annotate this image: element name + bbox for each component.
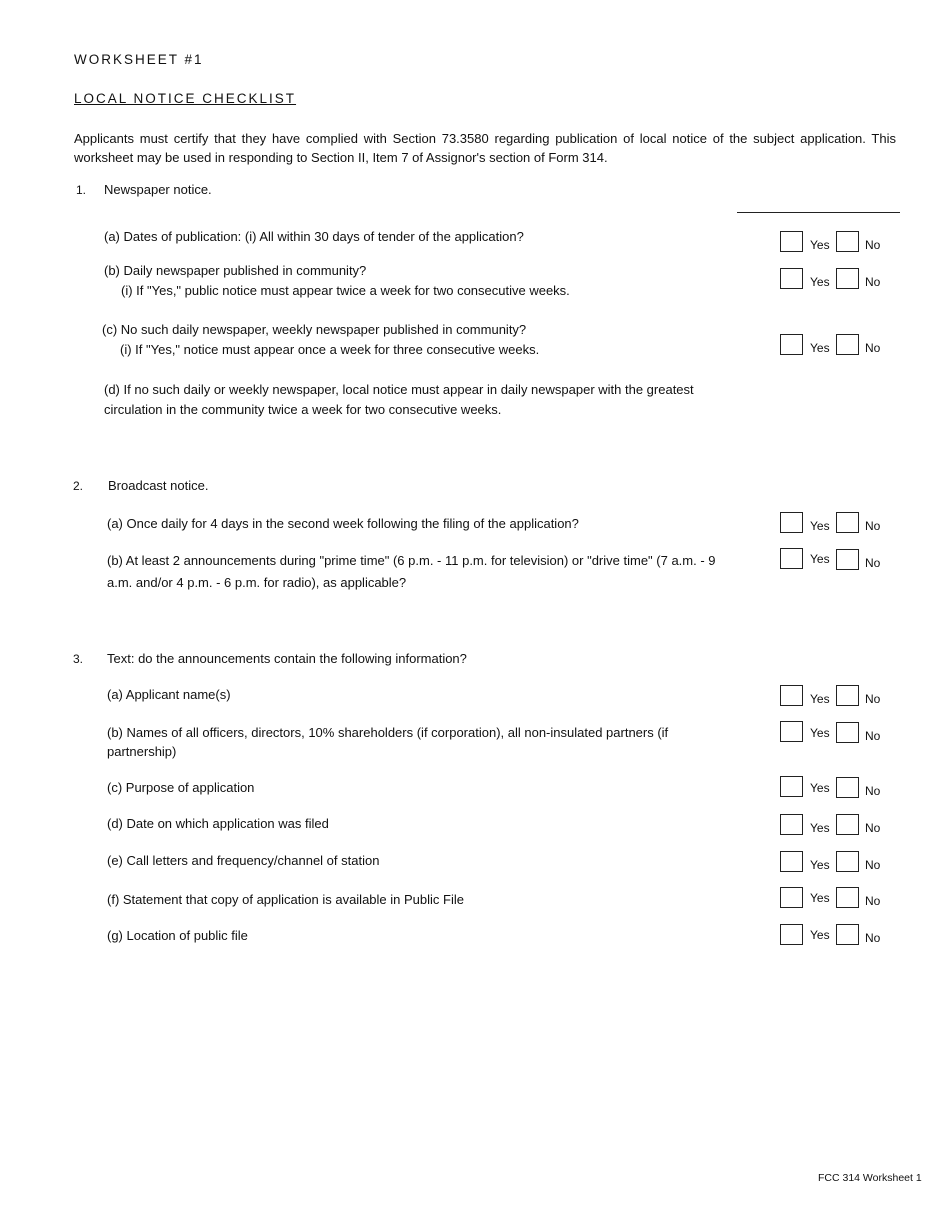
section-2a-question: (a) Once daily for 4 days in the second week following the filing of the application? bbox=[107, 516, 579, 531]
section-1d-line1: (d) If no such daily or weekly newspaper, local notice must appear in daily newspaper with the greatest bbox=[104, 382, 694, 397]
q1b-yes-checkbox[interactable] bbox=[780, 268, 803, 289]
q3b-yes-checkbox[interactable] bbox=[780, 721, 803, 742]
q1a-yes-label: Yes bbox=[810, 238, 830, 252]
q1c-no-checkbox[interactable] bbox=[836, 334, 859, 355]
q2b-no-label: No bbox=[865, 556, 881, 570]
q2a-no-checkbox[interactable] bbox=[836, 512, 859, 533]
section-3g-item: (g) Location of public file bbox=[107, 928, 248, 943]
intro-paragraph: Applicants must certify that they have complied with Section 73.3580 regarding publication of local notice of the subject application. This worksheet may be used in responding to Section II, Item 7 of Assignor's section of Form 314. bbox=[74, 131, 896, 165]
section-1b-question: (b) Daily newspaper published in community? bbox=[104, 263, 367, 278]
q1c-yes-checkbox[interactable] bbox=[780, 334, 803, 355]
checklist-title: LOCAL NOTICE CHECKLIST bbox=[74, 91, 297, 106]
section-1-number: 1. bbox=[76, 183, 87, 197]
section-3e-item: (e) Call letters and frequency/channel of station bbox=[107, 853, 380, 868]
q2a-no-label: No bbox=[865, 519, 881, 533]
q2b-yes-label: Yes bbox=[810, 552, 830, 566]
section-2b-line2: a.m. and/or 4 p.m. - 6 p.m. for radio), as applicable? bbox=[107, 575, 407, 590]
q3e-yes-label: Yes bbox=[810, 858, 830, 872]
q3b-no-label: No bbox=[865, 729, 881, 743]
q3b-yes-label: Yes bbox=[810, 726, 830, 740]
section-2-number: 2. bbox=[73, 479, 84, 493]
section-3b-line1: (b) Names of all officers, directors, 10% shareholders (if corporation), all non-insulated partners (if bbox=[107, 725, 669, 740]
q1a-yes-checkbox[interactable] bbox=[780, 231, 803, 252]
q3d-yes-label: Yes bbox=[810, 821, 830, 835]
q3e-yes-checkbox[interactable] bbox=[780, 851, 803, 872]
section-1b-note: (i) If "Yes," public notice must appear twice a week for two consecutive weeks. bbox=[121, 283, 570, 298]
q3c-yes-checkbox[interactable] bbox=[780, 776, 803, 797]
q3d-no-label: No bbox=[865, 821, 881, 835]
section-3a-item: (a) Applicant name(s) bbox=[107, 687, 231, 702]
q3f-no-checkbox[interactable] bbox=[836, 887, 859, 908]
q3d-no-checkbox[interactable] bbox=[836, 814, 859, 835]
worksheet-title: WORKSHEET #1 bbox=[74, 52, 204, 67]
q3c-no-label: No bbox=[865, 784, 881, 798]
q2a-yes-checkbox[interactable] bbox=[780, 512, 803, 533]
section-3f-item: (f) Statement that copy of application is available in Public File bbox=[107, 892, 464, 907]
q3g-yes-checkbox[interactable] bbox=[780, 924, 803, 945]
q3a-no-label: No bbox=[865, 692, 881, 706]
section-3d-item: (d) Date on which application was filed bbox=[107, 816, 329, 831]
section-2-title: Broadcast notice. bbox=[108, 478, 209, 493]
section-3b-line2: partnership) bbox=[107, 744, 177, 759]
section-2b-line1: (b) At least 2 announcements during "prime time" (6 p.m. - 11 p.m. for television) or "drive time" (7 a.m. - 9 bbox=[107, 553, 716, 568]
q1b-no-checkbox[interactable] bbox=[836, 268, 859, 289]
page-footer: FCC 314 Worksheet 1 bbox=[818, 1172, 922, 1184]
q1c-yes-label: Yes bbox=[810, 341, 830, 355]
q3a-no-checkbox[interactable] bbox=[836, 685, 859, 706]
q1b-yes-label: Yes bbox=[810, 275, 830, 289]
q3f-yes-checkbox[interactable] bbox=[780, 887, 803, 908]
section-1a-question: (a) Dates of publication: (i) All within 30 days of tender of the application? bbox=[104, 229, 524, 244]
answer-column-rule bbox=[737, 212, 900, 213]
q3g-no-label: No bbox=[865, 931, 881, 945]
q1a-no-label: No bbox=[865, 238, 881, 252]
q3c-no-checkbox[interactable] bbox=[836, 777, 859, 798]
q2b-yes-checkbox[interactable] bbox=[780, 548, 803, 569]
q3e-no-label: No bbox=[865, 858, 881, 872]
q1a-no-checkbox[interactable] bbox=[836, 231, 859, 252]
section-1c-question: (c) No such daily newspaper, weekly newspaper published in community? bbox=[102, 322, 527, 337]
q3d-yes-checkbox[interactable] bbox=[780, 814, 803, 835]
q3f-no-label: No bbox=[865, 894, 881, 908]
q3a-yes-checkbox[interactable] bbox=[780, 685, 803, 706]
section-1-title: Newspaper notice. bbox=[104, 182, 212, 197]
q3c-yes-label: Yes bbox=[810, 781, 830, 795]
section-1d-line2: circulation in the community twice a week for two consecutive weeks. bbox=[104, 402, 502, 417]
q3a-yes-label: Yes bbox=[810, 692, 830, 706]
q3e-no-checkbox[interactable] bbox=[836, 851, 859, 872]
section-1c-note: (i) If "Yes," notice must appear once a week for three consecutive weeks. bbox=[120, 342, 540, 357]
q1b-no-label: No bbox=[865, 275, 881, 289]
section-3c-item: (c) Purpose of application bbox=[107, 780, 255, 795]
q3f-yes-label: Yes bbox=[810, 891, 830, 905]
q3g-no-checkbox[interactable] bbox=[836, 924, 859, 945]
q2a-yes-label: Yes bbox=[810, 519, 830, 533]
section-3-number: 3. bbox=[73, 652, 84, 666]
q1c-no-label: No bbox=[865, 341, 881, 355]
q2b-no-checkbox[interactable] bbox=[836, 549, 859, 570]
section-3-title: Text: do the announcements contain the following information? bbox=[107, 651, 467, 666]
q3b-no-checkbox[interactable] bbox=[836, 722, 859, 743]
q3g-yes-label: Yes bbox=[810, 928, 830, 942]
